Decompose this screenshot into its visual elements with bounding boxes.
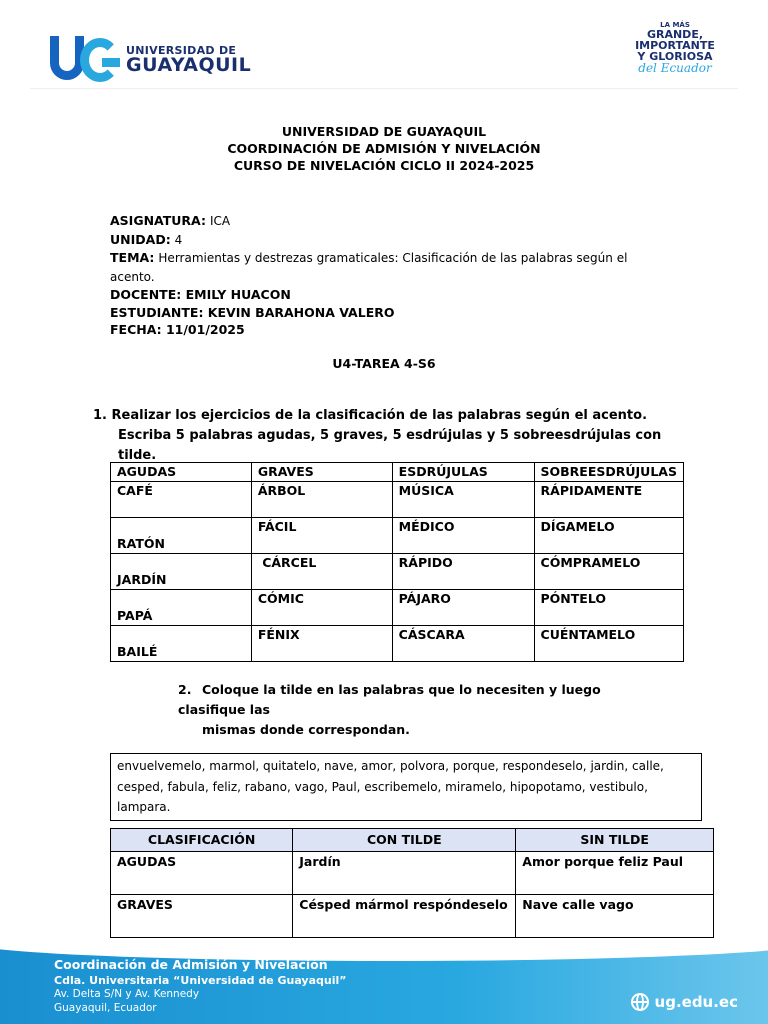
table-cell: FÁCIL <box>251 518 392 554</box>
table-cell: DÍGAMELO <box>534 518 683 554</box>
fecha: FECHA: 11/01/2025 <box>110 322 245 337</box>
header-graves: GRAVES <box>251 463 392 482</box>
table-cell: CÁSCARA <box>392 626 534 662</box>
classification-table <box>110 828 714 938</box>
logo-wordmark <box>126 45 251 75</box>
table-cell: Jardín <box>293 852 516 895</box>
tema-value: Herramientas y destrezas gramaticales: Clasificación de las palabras según el acento. <box>110 251 628 284</box>
table-cell: PÁJARO <box>392 590 534 626</box>
footer-line3: Av. Delta S/N y Av. Kennedy <box>54 988 200 1000</box>
question-1-line2: Escriba 5 palabras agudas, 5 graves, 5 esdrújulas y 5 sobreesdrújulas con tilde. <box>118 428 662 463</box>
footer-line4: Guayaquil, Ecuador <box>54 1002 157 1014</box>
badge-small: LA MÁS <box>660 21 690 29</box>
table-cell: AGUDAS <box>111 852 293 895</box>
badge-line3: Y GLORIOSA <box>637 50 713 63</box>
table-cell: MÚSICA <box>392 482 534 518</box>
header-divider <box>30 88 738 89</box>
question-1-line1: 1. Realizar los ejercicios de la clasificación de las palabras según el acento. <box>93 408 648 423</box>
slogan-badge <box>630 22 720 74</box>
title-coordination: COORDINACIÓN DE ADMISIÓN Y NIVELACIÓN <box>227 141 541 156</box>
table-cell: CÓMIC <box>251 590 392 626</box>
table-row <box>111 518 684 554</box>
asignatura-label: ASIGNATURA: <box>110 213 206 228</box>
word-list-box: envuelvemelo, marmol, quitatelo, nave, amor, polvora, porque, respondeselo, jardin, calle, cesped, fabula, feliz, rabano, vago, Paul, escribemelo, miramelo, hipopotamo, vestibulo, lampara. <box>110 753 702 821</box>
table-cell: JARDÍN <box>111 554 252 590</box>
table-cell: BAILÉ <box>111 626 252 662</box>
title-university: UNIVERSIDAD DE GUAYAQUIL <box>281 124 487 139</box>
badge-line1: GRANDE, <box>646 28 704 41</box>
badge-script: del Ecuador <box>638 61 712 75</box>
asignatura-value: ICA <box>209 214 231 228</box>
table-cell: ÁRBOL <box>251 482 392 518</box>
document-titles <box>0 123 768 174</box>
page-footer <box>0 943 768 1024</box>
logo-line2: GUAYAQUIL <box>126 54 252 76</box>
table-cell: CAFÉ <box>111 482 252 518</box>
table-cell: RATÓN <box>111 518 252 554</box>
tema-label: TEMA: <box>110 250 155 265</box>
estudiante: ESTUDIANTE: KEVIN BARAHONA VALERO <box>110 304 395 320</box>
table-cell: CÓMPRAMELO <box>534 554 683 590</box>
question-2-line1: Coloque la tilde en las palabras que lo necesiten y luego clasifique las <box>178 682 601 717</box>
header-sin-tilde: SIN TILDE <box>516 829 714 852</box>
question-1 <box>93 406 693 466</box>
table-row <box>111 626 684 662</box>
unidad-label: UNIDAD: <box>110 231 171 247</box>
table-header-row <box>111 829 714 852</box>
table-cell: FÉNIX <box>251 626 392 662</box>
header-agudas: AGUDAS <box>111 463 252 482</box>
accent-words-table <box>110 462 684 662</box>
unidad-value: 4 <box>174 232 183 247</box>
question-2 <box>178 680 658 740</box>
table-row <box>111 895 714 938</box>
header-sobreesdrujulas: SOBREESDRÚJULAS <box>534 463 683 482</box>
table-cell: RÁPIDO <box>392 554 534 590</box>
question-2-number: 2. <box>178 682 192 697</box>
docente: DOCENTE: EMILY HUACON <box>110 287 291 302</box>
header-con-tilde: CON TILDE <box>293 829 516 852</box>
title-course: CURSO DE NIVELACIÓN CICLO II 2024-2025 <box>233 158 535 173</box>
ug-logo-icon <box>50 36 120 84</box>
table-cell: Amor porque feliz Paul <box>516 852 714 895</box>
table-row <box>111 852 714 895</box>
footer-line2: Cdla. Universitaria “Universidad de Guayaquil” <box>54 974 347 987</box>
table-row <box>111 590 684 626</box>
header-clasificacion: CLASIFICACIÓN <box>111 829 293 852</box>
table-cell: RÁPIDAMENTE <box>534 482 683 518</box>
table-cell: PAPÁ <box>111 590 252 626</box>
website-link[interactable] <box>631 993 738 1011</box>
logo-line1: UNIVERSIDAD DE <box>126 44 237 57</box>
table-cell: PÓNTELO <box>534 590 683 626</box>
table-cell: CÁRCEL <box>251 554 392 590</box>
university-logo <box>50 36 251 84</box>
table-cell: Nave calle vago <box>516 895 714 938</box>
table-cell: Césped mármol respóndeselo <box>293 895 516 938</box>
task-title: U4-TAREA 4-S6 <box>332 356 436 371</box>
header-esdrujulas: ESDRÚJULAS <box>392 463 534 482</box>
table-cell: GRAVES <box>111 895 293 938</box>
table-cell: CUÉNTAMELO <box>534 626 683 662</box>
footer-line1: Coordinación de Admisión y Nivelación <box>54 957 328 972</box>
badge-line2: IMPORTANTE <box>635 39 715 52</box>
table-cell: MÉDICO <box>392 518 534 554</box>
question-2-line2: mismas donde correspondan. <box>202 722 410 737</box>
table-header-row <box>111 463 684 482</box>
table-row <box>111 554 684 590</box>
globe-icon <box>631 993 649 1011</box>
table-row <box>111 482 684 518</box>
website-text: ug.edu.ec <box>654 993 738 1011</box>
assignment-info <box>110 212 650 339</box>
